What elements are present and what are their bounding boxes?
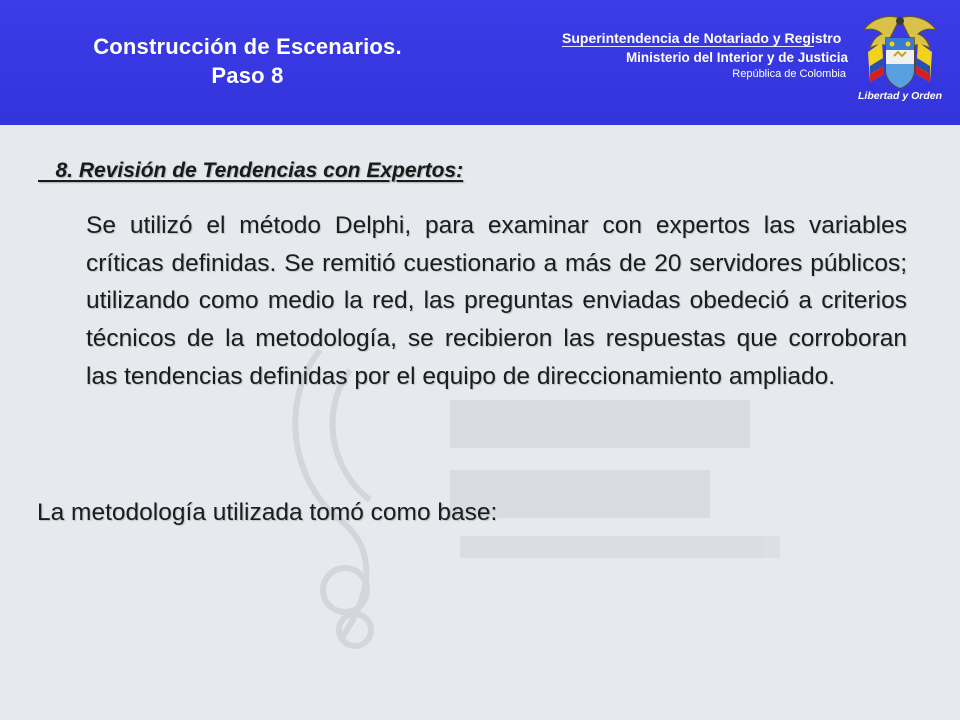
section-heading: 8. Revisión de Tendencias con Expertos: xyxy=(38,159,464,182)
emblem-motto: Libertad y Orden xyxy=(858,90,943,102)
organization-block xyxy=(562,28,848,81)
title-line-2: Paso 8 xyxy=(211,63,284,88)
organization-name: Superintendencia de Notariado y Registro xyxy=(562,30,842,46)
title-line-1: Construcción de Escenarios. xyxy=(93,34,402,59)
slide-title xyxy=(20,32,475,90)
closing-statement: La metodología utilizada tomó como base: xyxy=(37,499,498,526)
ministry-name: Ministerio del Interior y de Justicia xyxy=(625,50,848,65)
header-banner xyxy=(0,0,960,125)
organization-divider xyxy=(562,46,814,47)
country-name: República de Colombia xyxy=(732,68,846,80)
body-paragraph: Se utilizó el método Delphi, para examinar con expertos las variables críticas definidas. Se remitió cuestionario a más de 20 servidores públicos; utilizando como medio la red, las preguntas enviadas obedeció a criterios técnicos de la metodología, se recibieron las respuestas que corroboran las tendencias definidas por el equipo de direccionamiento ampliado. xyxy=(86,212,907,390)
